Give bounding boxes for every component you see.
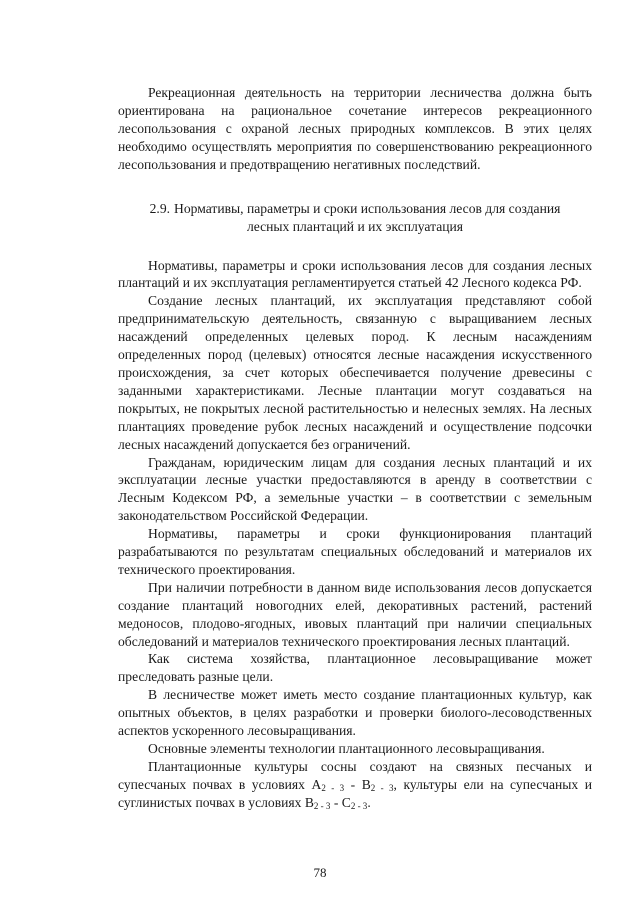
intro-paragraph: Рекреационная деятельность на территории лесничества должна быть ориентирована на рациональное сочетание интересов рекреационного лесопользования с охраной лесных природных комплексов. В этих целях необходимо осуществлять мероприятия по совершенствованию рекреационного лесопользования и предотвращению негативных последствий. [118,85,592,172]
condition-dash: - С [330,794,351,810]
condition-subscript: 2 - 3 [370,782,394,793]
document-page [118,84,592,812]
last-paragraph-text-end: . [367,794,371,810]
last-paragraph-text-middle: , культуры ели на супесчаных и суглинистых почвах в условиях В [118,776,593,810]
page-number: 78 [313,865,327,880]
condition-subscript: 2 - 3 [350,800,368,811]
condition-subscript: 2 - 3 [313,800,331,811]
paragraph: Основные элементы технологии плантационного лесовыращивания. [148,741,545,756]
section-title: Нормативы, параметры и сроки использования лесов для создания лесных плантаций и их эксплуатация [174,200,561,234]
last-paragraph-text-before: Плантационные культуры сосны создают на связных песчаных и супесчаных почвах в условиях А [118,758,592,792]
section-number: 2.9. [149,200,171,216]
paragraph: Нормативы, параметры и сроки использования лесов для создания лесных плантаций и их эксплуатация регламентируется статьей 42 Лесного кодекса РФ. [118,257,592,291]
paragraph: Создание лесных плантаций, их эксплуатация представляют собой предпринимательскую деятельность, связанную с выращиванием лесных насаждений определенных целевых пород. К лесным насаждениям определенных пород (целевых) относятся лесные насаждения искусственного происхождения, за счет которых обеспечивается получение древесины с заданными характеристиками. Лесные плантации могут создаваться на покрытых, не покрытых лесной растительностью и нелесных землях. На лесных плантациях проведение рубок лесных насаждений и осуществление подсочки лесных насаждений допускается без ограничений. [118,293,592,452]
paragraph: При наличии потребности в данном виде использования лесов допускается создание плантаций новогодних елей, декоративных растений, растений медоносов, плодово-ягодных, ивовых плантаций при наличии специальных обследований и материалов технического проектирования лесных плантаций. [118,579,592,649]
paragraph: Как система хозяйства, плантационное лесовыращивание может преследовать разные цели. [118,651,592,685]
last-paragraph [118,758,592,812]
condition-subscript: 2 - 3 [321,782,345,793]
paragraph: Нормативы, параметры и сроки функционирования плантаций разрабатываются по результатам специальных обследований и материалов их технического проектирования. [118,526,592,577]
condition-dash: - В [344,776,371,792]
paragraph: В лесничестве может иметь место создание плантационных культур, как опытных объектов, в целях разработки и проверки биолого-лесоводственных аспектов ускоренного лесовыращивания. [118,687,592,739]
paragraph: Гражданам, юридическим лицам для создания лесных плантаций и их эксплуатации лесные участки предоставляются в аренду в соответствии с Лесным Кодексом РФ, а земельные участки – в соответствии с земельным законодательством Российской Федерации. [118,454,592,524]
section-heading [118,200,592,236]
